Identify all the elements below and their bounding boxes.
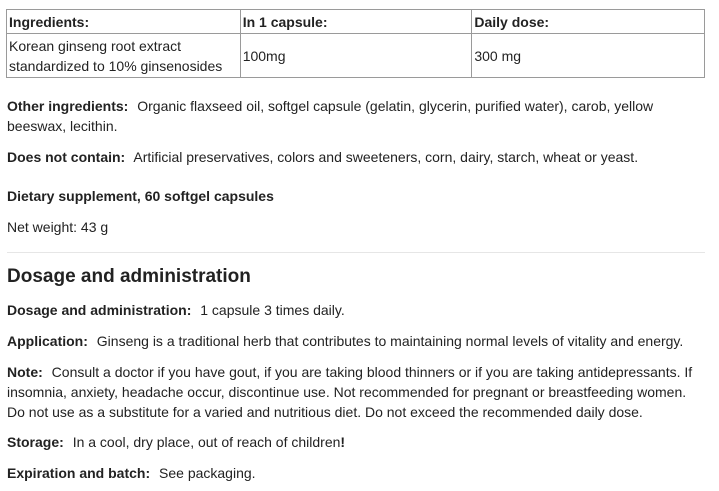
storage-exclamation: ! bbox=[340, 434, 346, 450]
application-label: Application: bbox=[7, 333, 88, 349]
other-ingredients-label: Other ingredients: bbox=[7, 98, 129, 114]
ingredient-name: Korean ginseng root extract bbox=[9, 37, 181, 54]
expiration-value: See packaging. bbox=[159, 465, 256, 481]
note-label: Note: bbox=[7, 364, 43, 380]
storage-value: In a cool, dry place, out of reach of children bbox=[72, 434, 341, 450]
expiration-batch bbox=[7, 463, 707, 483]
does-not-contain-label: Does not contain: bbox=[7, 149, 126, 165]
daily-dose-cell: 300 mg bbox=[472, 34, 705, 78]
application-value: Ginseng is a traditional herb that contributes to maintaining normal levels of vitality and energy. bbox=[96, 333, 684, 349]
other-ingredients-value: Organic flaxseed oil, softgel capsule (gelatin, glycerin, purified water), carob, yellow beeswax, lecithin. bbox=[7, 98, 654, 134]
table-row bbox=[7, 34, 705, 78]
does-not-contain-value: Artificial preservatives, colors and sweeteners, corn, dairy, starch, wheat or yeast. bbox=[133, 149, 639, 165]
note bbox=[7, 362, 707, 422]
note-value: Consult a doctor if you have gout, if you are taking blood thinners or if you are taking antidepressants. If insomnia, anxiety, headache occur, discontinue use. Not recommended for pregnant or breastfeeding women. Do not use as a substitute for a varied and nutritious diet. Do not exceed the recommended daily dose. bbox=[7, 364, 693, 420]
net-weight: Net weight: 43 g bbox=[7, 219, 109, 235]
application bbox=[7, 331, 707, 351]
does-not-contain bbox=[7, 147, 707, 167]
dosage-label: Dosage and administration: bbox=[7, 302, 192, 318]
dosage-value: 1 capsule 3 times daily. bbox=[200, 302, 345, 318]
section-divider bbox=[7, 252, 705, 253]
supplement-line bbox=[7, 186, 707, 206]
per-capsule-cell: 100mg bbox=[240, 34, 472, 78]
storage-label: Storage: bbox=[7, 434, 64, 450]
header-per-capsule: In 1 capsule: bbox=[240, 10, 472, 34]
dosage-administration bbox=[7, 300, 707, 320]
ingredient-cell bbox=[7, 34, 241, 78]
ingredient-standardization: standardized to 10% ginsenosides bbox=[9, 57, 223, 74]
storage bbox=[7, 432, 707, 452]
table-header-row bbox=[7, 10, 705, 34]
other-ingredients bbox=[7, 96, 707, 136]
supplement-text: Dietary supplement, 60 softgel capsules bbox=[7, 188, 274, 204]
dosage-heading: Dosage and administration bbox=[7, 266, 251, 287]
header-ingredients: Ingredients: bbox=[7, 10, 241, 34]
expiration-label: Expiration and batch: bbox=[7, 465, 151, 481]
ingredients-table bbox=[6, 9, 705, 78]
header-daily-dose: Daily dose: bbox=[472, 10, 705, 34]
